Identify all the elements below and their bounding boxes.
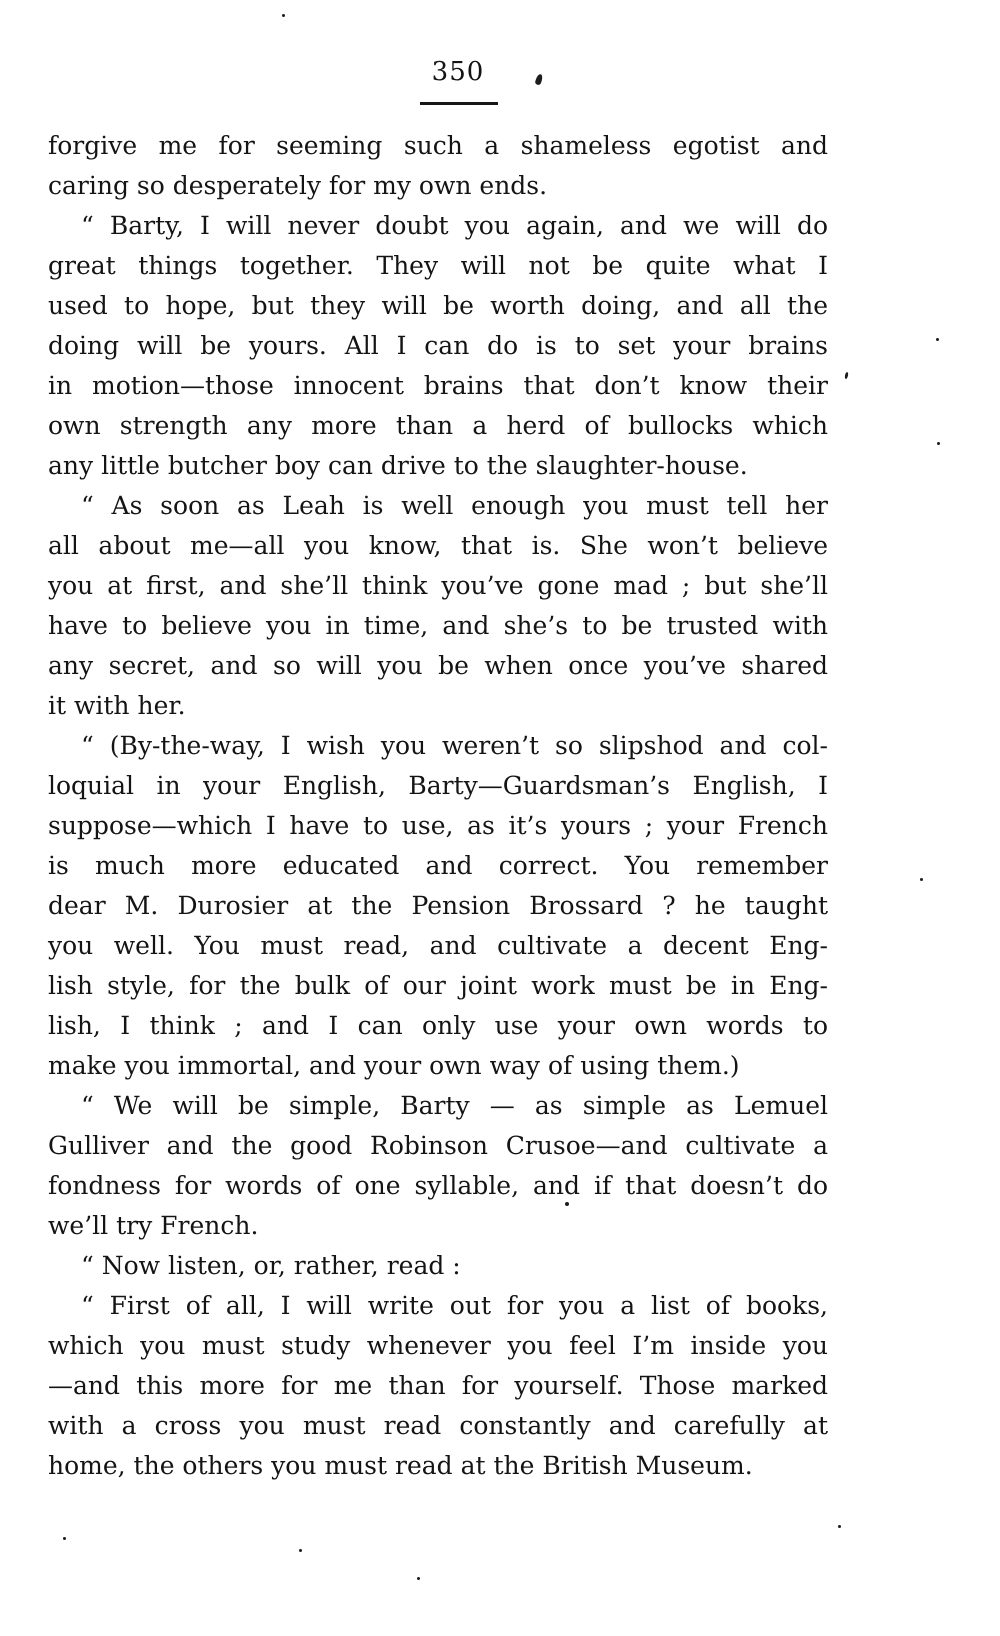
text-line: home, the others you must read at the British Museum.	[48, 1451, 753, 1480]
text-line: in motion—those innocent brains that don’t know their	[48, 371, 828, 400]
text-line: “ (By-the-way, I wish you weren’t so slipshod and col-	[81, 731, 828, 760]
page-number: 350	[431, 57, 485, 87]
text-line: great things together. They will not be quite what I	[48, 251, 828, 280]
text-line: any secret, and so will you be when once you’ve shared	[48, 651, 828, 680]
scan-artifact	[534, 73, 543, 85]
text-line: suppose—which I have to use, as it’s yours ; your French	[48, 811, 828, 840]
scan-artifact	[299, 1549, 302, 1552]
text-line: “ We will be simple, Barty — as simple as Lemuel	[81, 1091, 828, 1120]
text-line: “ Now listen, or, rather, read :	[81, 1251, 461, 1280]
text-line: you well. You must read, and cultivate a decent Eng-	[48, 931, 828, 960]
text-line: make you immortal, and your own way of using them.)	[48, 1051, 740, 1080]
scan-artifact	[937, 442, 940, 445]
scan-artifact	[282, 14, 285, 17]
text-line: lish style, for the bulk of our joint work must be in Eng-	[48, 971, 828, 1000]
text-line: it with her.	[48, 691, 186, 720]
text-line: “ First of all, I will write out for you a list of books,	[81, 1291, 828, 1320]
text-line: “ As soon as Leah is well enough you must tell her	[81, 491, 828, 520]
text-line: own strength any more than a herd of bullocks which	[48, 411, 828, 440]
text-line: used to hope, but they will be worth doing, and all the	[48, 291, 828, 320]
text-line: lish, I think ; and I can only use your own words to	[48, 1011, 828, 1040]
scan-artifact	[565, 1202, 569, 1206]
text-line: fondness for words of one syllable, and if that doesn’t do	[48, 1171, 828, 1200]
text-line: is much more educated and correct. You remember	[48, 851, 828, 880]
text-line: have to believe you in time, and she’s to be trusted with	[48, 611, 828, 640]
scan-artifact	[920, 878, 923, 881]
text-line: “ Barty, I will never doubt you again, and we will do	[81, 211, 828, 240]
text-line: all about me—all you know, that is. She won’t believe	[48, 531, 828, 560]
text-line: loquial in your English, Barty—Guardsman’s English, I	[48, 771, 828, 800]
scan-artifact	[844, 372, 848, 379]
text-line: doing will be yours. All I can do is to set your brains	[48, 331, 828, 360]
page-text	[48, 126, 828, 1486]
text-line: which you must study whenever you feel I’m inside you	[48, 1331, 828, 1360]
text-line: any little butcher boy can drive to the slaughter-house.	[48, 451, 748, 480]
scan-artifact	[417, 1577, 420, 1580]
text-line: dear M. Durosier at the Pension Brossard ? he taught	[48, 891, 828, 920]
scan-artifact	[838, 1525, 841, 1528]
text-line: —and this more for me than for yourself. Those marked	[48, 1371, 828, 1400]
text-line: Gulliver and the good Robinson Crusoe—and cultivate a	[48, 1131, 828, 1160]
text-line: forgive me for seeming such a shameless egotist and	[48, 131, 828, 160]
scan-artifact	[936, 338, 939, 341]
text-line: you at first, and she’ll think you’ve gone mad ; but she’ll	[48, 571, 828, 600]
scan-artifact	[63, 1537, 66, 1540]
page-number-rule	[420, 102, 498, 105]
text-line: we’ll try French.	[48, 1211, 259, 1240]
text-line: with a cross you must read constantly and carefully at	[48, 1411, 828, 1440]
text-line: caring so desperately for my own ends.	[48, 171, 548, 200]
